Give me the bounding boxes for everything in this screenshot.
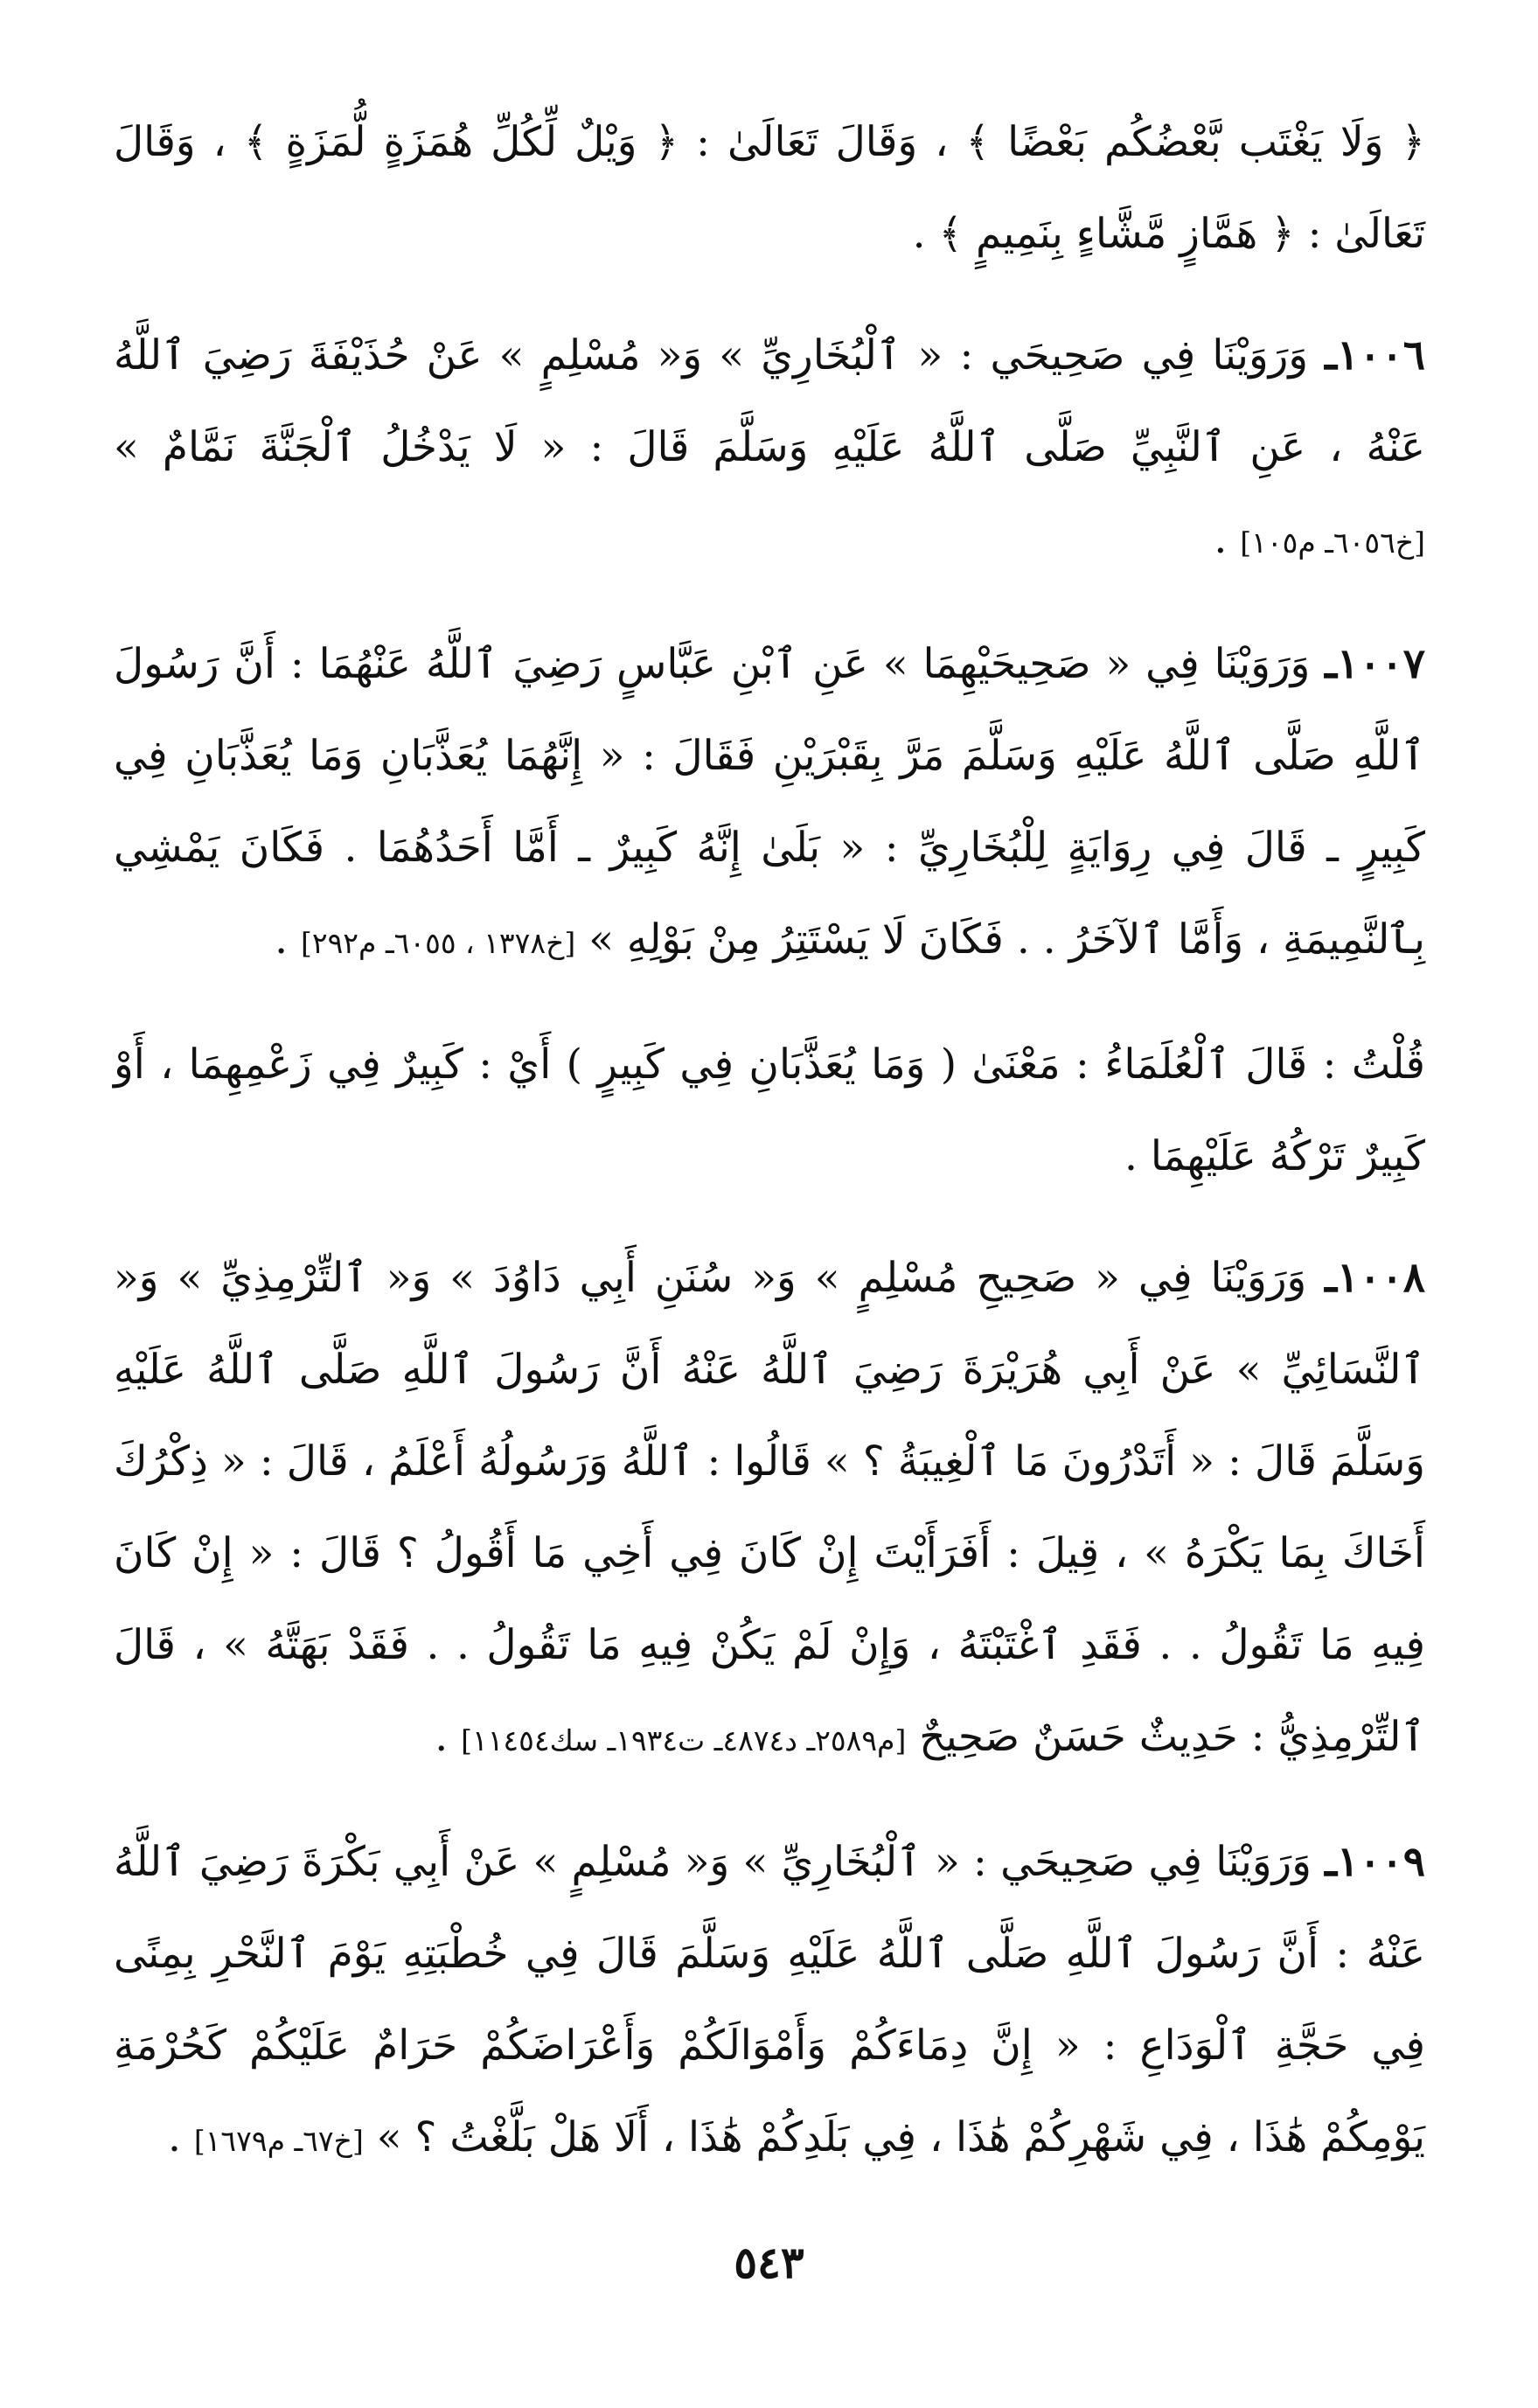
- hadith-text: وَرَوَيْنَا فِي « صَحِيحِ مُسْلِمٍ » وَ« سُنَنِ أَبِي دَاوُدَ » وَ« ٱلتِّرْمِذِيِّ » وَ« ٱلنَّسَائِيِّ » عَنْ أَبِي هُرَيْرَةَ رَضِيَ ٱللَّهُ عَنْهُ أَنَّ رَسُولَ ٱللَّهِ صَلَّى ٱللَّهُ عَلَيْهِ وَسَلَّمَ قَالَ : « أَتَدْرُونَ مَا ٱلْغِيبَةُ ؟ » قَالُوا : ٱللَّهُ وَرَسُولُهُ أَعْلَمُ ، قَالَ : « ذِكْرُكَ أَخَاكَ بِمَا يَكْرَهُ » ، قِيلَ : أَفَرَأَيْتَ إِنْ كَانَ فِي أَخِي مَا أَقُولُ ؟ قَالَ : « إِنْ كَانَ فِيهِ مَا تَقُولُ . . فَقَدِ ٱغْتَبْتَهُ ، وَإِنْ لَمْ يَكُنْ فِيهِ مَا تَقُولُ . . فَقَدْ بَهَتَّهُ » ، قَالَ ٱلتِّرْمِذِيُّ : حَدِيثٌ حَسَنٌ صَحِيحٌ: [114, 1254, 1425, 1761]
- hadith-text: وَرَوَيْنَا فِي صَحِيحَي : « ٱلْبُخَارِيِّ » وَ« مُسْلِمٍ » عَنْ حُذَيْفَةَ رَضِيَ ٱللَّهُ عَنْهُ ، عَنِ ٱلنَّبِيِّ صَلَّى ٱللَّهُ عَلَيْهِ وَسَلَّمَ قَالَ : « لَا يَدْخُلُ ٱلْجَنَّةَ نَمَّامٌ »: [114, 331, 1425, 471]
- hadith-end: .: [167, 2113, 194, 2161]
- hadith-text: وَرَوَيْنَا فِي صَحِيحَي : « ٱلْبُخَارِيِّ » وَ« مُسْلِمٍ » عَنْ أَبِي بَكْرَةَ رَضِيَ ٱللَّهُ عَنْهُ : أَنَّ رَسُولَ ٱللَّهِ صَلَّى ٱللَّهُ عَلَيْهِ وَسَلَّمَ قَالَ فِي خُطْبَتِهِ يَوْمَ ٱلنَّحْرِ بِمِنًى فِي حَجَّةِ ٱلْوَدَاعِ : « إِنَّ دِمَاءَكُمْ وَأَمْوَالَكُمْ وَأَعْرَاضَكُمْ حَرَامٌ عَلَيْكُمْ كَحُرْمَةِ يَوْمِكُمْ هَٰذَا ، فِي شَهْرِكُمْ هَٰذَا ، فِي بَلَدِكُمْ هَٰذَا ، أَلَا هَلْ بَلَّغْتُ ؟ »: [114, 1838, 1425, 2161]
- hadith-end: .: [435, 1713, 462, 1761]
- document-page: [114, 96, 1425, 2317]
- hadith-1006: [114, 310, 1425, 588]
- hadith-1008: [114, 1232, 1425, 1786]
- hadith-reference: [خ٦٧ـ م١٦٧٩]: [193, 2124, 364, 2158]
- hadith-reference: [خ٦٠٥٦ـ م١٠٥]: [1240, 525, 1425, 560]
- hadith-number: ١٠٠٩ـ: [1325, 1838, 1425, 1886]
- quran-verses-paragraph: [114, 96, 1425, 280]
- page-number: ٥٤٣: [734, 2237, 804, 2288]
- hadith-reference: [م٢٥٨٩ـ د٤٨٧٤ـ ت١٩٣٤ـ سك١١٤٥٤]: [461, 1723, 907, 1757]
- hadith-1007: [114, 618, 1425, 989]
- quran-verses-text: ﴿ وَلَا يَغْتَب بَّعْضُكُم بَعْضًا ﴾ ، وَقَالَ تَعَالَىٰ : ﴿ وَيْلٌ لِّكُلِّ هُمَزَةٍ لُّمَزَةٍ ﴾ ، وَقَالَ تَعَالَىٰ : ﴿ هَمَّازٍ مَّشَّاءٍ بِنَمِيمٍ ﴾ .: [114, 118, 1425, 258]
- hadith-end: .: [275, 915, 301, 964]
- hadith-text: وَرَوَيْنَا فِي « صَحِيحَيْهِمَا » عَنِ ٱبْنِ عَبَّاسٍ رَضِيَ ٱللَّهُ عَنْهُمَا : أَنَّ رَسُولَ ٱللَّهِ صَلَّى ٱللَّهُ عَلَيْهِ وَسَلَّمَ مَرَّ بِقَبْرَيْنِ فَقَالَ : « إِنَّهُمَا يُعَذَّبَانِ وَمَا يُعَذَّبَانِ فِي كَبِيرٍ ـ قَالَ فِي رِوَايَةٍ لِلْبُخَارِيِّ : « بَلَىٰ إِنَّهُ كَبِيرٌ ـ أَمَّا أَحَدُهُمَا . فَكَانَ يَمْشِي بِٱلنَّمِيمَةِ ، وَأَمَّا ٱلآخَرُ . . فَكَانَ لَا يَسْتَتِرُ مِنْ بَوْلِهِ »: [114, 640, 1425, 964]
- hadith-number: ١٠٠٨ـ: [1325, 1254, 1425, 1302]
- hadith-number: ١٠٠٦ـ: [1325, 331, 1425, 379]
- hadith-end: .: [1214, 515, 1241, 563]
- hadith-1009: [114, 1816, 1425, 2187]
- commentary-text: قُلْتُ : قَالَ ٱلْعُلَمَاءُ : مَعْنَىٰ ( وَمَا يُعَذَّبَانِ فِي كَبِيرٍ ) أَيْ : كَبِيرٌ فِي زَعْمِهِمَا ، أَوْ كَبِيرٌ تَرْكُهُ عَلَيْهِمَا .: [114, 1040, 1425, 1180]
- commentary-note: [114, 1019, 1425, 1202]
- hadith-reference: [خ١٣٧٨ ، ٦٠٥٥ـ م٢٩٢]: [300, 926, 576, 960]
- hadith-number: ١٠٠٧ـ: [1325, 640, 1425, 688]
